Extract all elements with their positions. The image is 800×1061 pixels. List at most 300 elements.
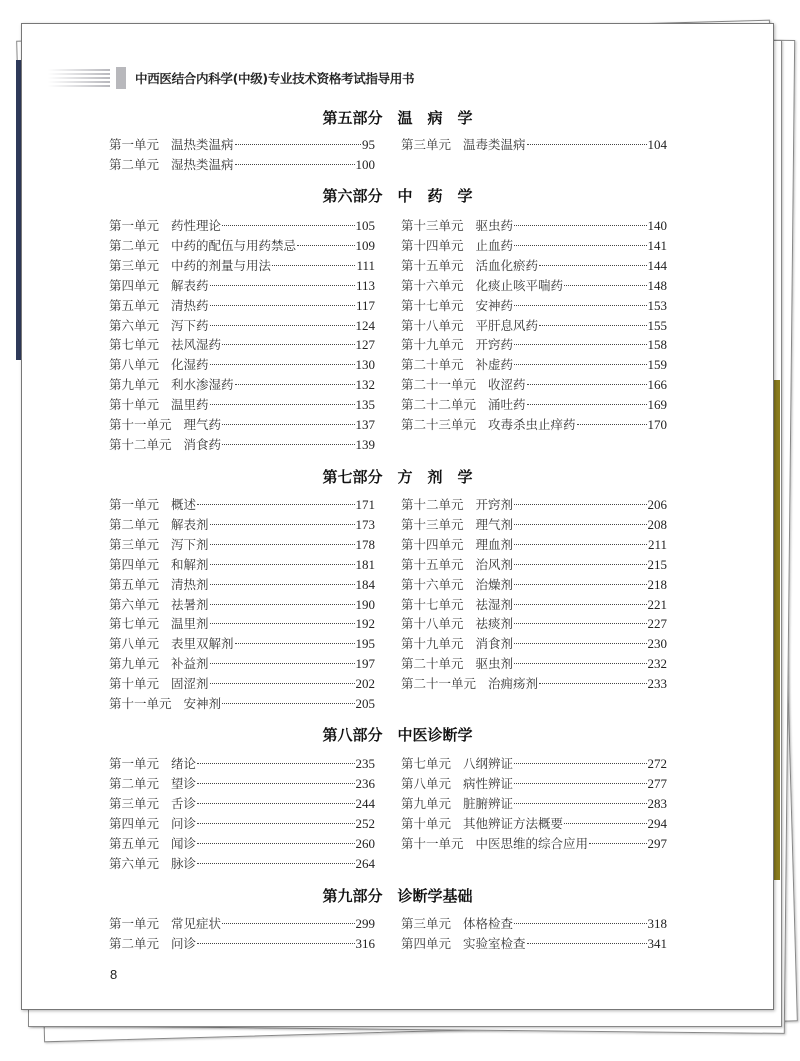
unit-label: 第四单元	[109, 815, 160, 831]
unit-label: 第十二单元	[401, 497, 464, 512]
toc-page	[21, 23, 774, 1010]
unit-label: 第十一单元	[109, 417, 172, 432]
entry-title: 脉诊	[171, 855, 197, 871]
entry-title: 化湿药	[171, 357, 209, 373]
unit-label: 第二单元	[109, 156, 160, 172]
entry-title: 八纲辨证	[463, 756, 514, 771]
running-header	[48, 67, 414, 89]
toc-entry[interactable]	[109, 694, 375, 712]
unit-label: 第四单元	[401, 935, 452, 951]
book-title: 中西医结合内科学(中级)专业技术资格考试指导用书	[135, 71, 415, 86]
page-ref: 148	[647, 277, 667, 293]
leader-dots	[514, 524, 646, 525]
entry-title: 安神剂	[183, 696, 222, 711]
page-ref: 95	[362, 137, 375, 152]
leader-dots	[235, 164, 355, 165]
leader-dots	[514, 923, 646, 924]
leader-dots	[514, 663, 646, 664]
page-ref: 260	[355, 835, 375, 851]
toc-entry[interactable]	[401, 395, 667, 413]
leader-dots	[197, 763, 354, 764]
page-ref: 104	[647, 137, 667, 152]
page-ref: 173	[355, 516, 375, 532]
entry-title: 祛暑剂	[171, 596, 209, 612]
unit-label: 第十四单元	[401, 237, 464, 253]
toc-entry[interactable]	[401, 375, 667, 393]
entry-title: 开窍药	[475, 337, 514, 353]
entry-title: 中医思维的综合应用	[475, 835, 589, 851]
page-ref: 111	[356, 257, 375, 273]
toc-entry[interactable]	[109, 555, 375, 573]
page-ref: 227	[647, 616, 667, 632]
page-ref: 299	[355, 916, 375, 931]
page-ref: 192	[355, 616, 375, 632]
leader-dots	[197, 943, 354, 944]
unit-label: 第十三单元	[401, 218, 464, 233]
leader-dots	[235, 144, 361, 145]
unit-label: 第五单元	[109, 835, 160, 851]
toc-entry[interactable]	[109, 316, 375, 334]
leader-dots	[197, 504, 354, 505]
leader-dots	[222, 703, 354, 704]
leader-dots	[210, 544, 355, 545]
leader-dots	[514, 245, 646, 246]
entry-title: 药性理论	[171, 218, 222, 233]
leader-dots	[514, 564, 646, 565]
unit-label: 第十一单元	[109, 696, 172, 711]
page-ref: 215	[647, 556, 667, 572]
unit-label: 第五单元	[109, 297, 160, 313]
page-ref: 205	[355, 696, 375, 711]
page-ref: 235	[355, 756, 375, 771]
page-ref: 283	[647, 795, 667, 811]
page-ref: 153	[647, 297, 667, 313]
unit-label: 第二十三单元	[401, 417, 477, 432]
unit-label: 第七单元	[109, 337, 160, 353]
section-title: 第五部分 温 病 学	[322, 109, 473, 127]
section-title: 第六部分 中 药 学	[322, 187, 473, 205]
toc-entry[interactable]	[109, 155, 375, 173]
unit-label: 第二单元	[109, 935, 160, 951]
page-ref: 232	[647, 656, 667, 672]
entry-title: 涌吐药	[488, 397, 526, 413]
entry-title: 理气药	[183, 417, 222, 432]
entry-title: 温热类温病	[171, 137, 234, 152]
page-ref: 100	[355, 156, 375, 172]
entry-title: 收涩药	[488, 377, 526, 393]
toc-entry[interactable]	[401, 535, 667, 553]
toc-entry[interactable]	[109, 674, 375, 692]
page-ref: 316	[355, 935, 375, 951]
page-ref: 139	[355, 436, 375, 452]
toc-entry[interactable]	[109, 814, 375, 832]
unit-label: 第五单元	[109, 576, 160, 592]
page-ref: 158	[647, 337, 667, 353]
toc-entry[interactable]	[401, 276, 667, 294]
entry-title: 补虚药	[475, 357, 514, 373]
entry-title: 固涩剂	[171, 676, 209, 692]
unit-label: 第一单元	[109, 218, 160, 233]
toc-entry[interactable]	[109, 614, 375, 632]
leader-dots	[197, 863, 354, 864]
leader-dots	[297, 245, 354, 246]
unit-label: 第二十单元	[401, 357, 464, 373]
toc-entry[interactable]	[109, 375, 375, 393]
toc-entry[interactable]	[109, 335, 375, 353]
unit-label: 第一单元	[109, 137, 160, 152]
unit-label: 第四单元	[109, 556, 160, 572]
page-ref: 202	[355, 676, 375, 692]
page-ref: 170	[647, 417, 667, 432]
unit-label: 第十七单元	[401, 596, 464, 612]
unit-label: 第十单元	[109, 397, 160, 413]
entry-title: 止血药	[475, 237, 514, 253]
leader-dots	[210, 683, 355, 684]
unit-label: 第十三单元	[401, 516, 464, 532]
toc-entry[interactable]	[401, 834, 667, 852]
toc-entry[interactable]	[401, 316, 667, 334]
toc-entry[interactable]	[109, 634, 375, 652]
leader-dots	[222, 923, 354, 924]
toc-entry[interactable]	[109, 654, 375, 672]
leader-dots	[210, 524, 355, 525]
unit-label: 第三单元	[401, 137, 452, 152]
page-ref: 124	[355, 317, 375, 333]
entry-title: 中药的剂量与用法	[171, 257, 272, 273]
toc-entry[interactable]	[109, 216, 375, 234]
toc-entry[interactable]	[401, 814, 667, 832]
entry-title: 和解剂	[171, 556, 209, 572]
unit-label: 第三单元	[401, 916, 452, 931]
unit-label: 第二单元	[109, 237, 160, 253]
toc-entry[interactable]	[401, 614, 667, 632]
unit-label: 第八单元	[109, 357, 160, 373]
unit-label: 第十单元	[109, 676, 160, 692]
unit-label: 第二十单元	[401, 656, 464, 672]
leader-dots	[210, 564, 355, 565]
toc-entry[interactable]	[401, 575, 667, 593]
leader-dots	[539, 265, 646, 266]
page-ref: 159	[647, 357, 667, 373]
entry-title: 平肝息风药	[475, 317, 539, 333]
page-ref: 272	[647, 756, 667, 771]
page-ref: 294	[647, 815, 667, 831]
page-ref: 208	[647, 516, 667, 532]
toc-entry[interactable]	[109, 854, 375, 872]
entry-title: 泻下剂	[171, 536, 209, 552]
toc-entry[interactable]	[109, 914, 375, 932]
entry-title: 利水渗湿药	[171, 377, 234, 393]
toc-entry[interactable]	[401, 296, 667, 314]
unit-label: 第四单元	[109, 277, 160, 293]
leader-dots	[527, 384, 647, 385]
entry-title: 闻诊	[171, 835, 197, 851]
toc-entry[interactable]	[109, 934, 375, 952]
page-ref: 141	[647, 237, 667, 253]
toc-entry[interactable]	[401, 754, 667, 772]
leader-dots	[235, 384, 355, 385]
leader-dots	[210, 285, 355, 286]
toc-entry[interactable]	[401, 515, 667, 533]
toc-entry[interactable]	[109, 236, 375, 254]
leader-dots	[564, 285, 646, 286]
entry-title: 清热药	[171, 297, 209, 313]
leader-dots	[210, 404, 355, 405]
leader-dots	[514, 604, 646, 605]
toc-entry[interactable]	[109, 415, 375, 433]
unit-label: 第八单元	[109, 636, 160, 652]
page-ref: 135	[355, 397, 375, 413]
leader-dots	[514, 305, 646, 306]
toc-entry[interactable]	[109, 834, 375, 852]
entry-title: 治燥剂	[475, 576, 514, 592]
leader-dots	[514, 623, 646, 624]
unit-label: 第十六单元	[401, 277, 464, 293]
toc-entry[interactable]	[401, 634, 667, 652]
entry-title: 问诊	[171, 815, 197, 831]
page-ref: 144	[647, 257, 667, 273]
toc-entry[interactable]	[109, 575, 375, 593]
page-ref: 341	[647, 935, 667, 951]
unit-label: 第二十一单元	[401, 377, 477, 393]
page-ref: 190	[355, 596, 375, 612]
toc-entry[interactable]	[109, 774, 375, 792]
page-ref: 127	[355, 337, 375, 353]
unit-label: 第六单元	[109, 317, 160, 333]
toc-entry[interactable]	[109, 435, 375, 453]
toc-entry[interactable]	[109, 754, 375, 772]
toc-entry[interactable]	[109, 296, 375, 314]
unit-label: 第二单元	[109, 775, 160, 791]
page-ref: 178	[355, 536, 375, 552]
page-ref: 195	[355, 636, 375, 652]
toc-entry[interactable]	[401, 236, 667, 254]
unit-label: 第十四单元	[401, 536, 464, 552]
leader-dots	[514, 364, 646, 365]
page-ref: 206	[647, 497, 667, 512]
leader-dots	[210, 584, 355, 585]
toc-entry[interactable]	[401, 335, 667, 353]
unit-label: 第十八单元	[401, 616, 464, 632]
leader-dots	[527, 144, 647, 145]
entry-title: 脏腑辨证	[463, 795, 514, 811]
entry-title: 解表药	[171, 277, 209, 293]
toc-entry[interactable]	[401, 674, 667, 692]
leader-dots	[197, 803, 354, 804]
unit-label: 第十六单元	[401, 576, 464, 592]
entry-title: 祛湿剂	[475, 596, 514, 612]
unit-label: 第三单元	[109, 795, 160, 811]
unit-label: 第十五单元	[401, 257, 464, 273]
leader-dots	[564, 823, 646, 824]
toc-entry[interactable]	[109, 495, 375, 513]
entry-title: 祛风湿药	[171, 337, 222, 353]
unit-label: 第一单元	[109, 756, 160, 771]
unit-label: 第九单元	[109, 656, 160, 672]
leader-dots	[235, 643, 355, 644]
leader-dots	[539, 325, 646, 326]
page-edge-stripe	[774, 380, 780, 880]
entry-title: 常见症状	[171, 916, 222, 931]
leader-dots	[514, 344, 646, 345]
page-ref: 244	[355, 795, 375, 811]
entry-title: 理气剂	[475, 516, 514, 532]
toc-entry[interactable]	[109, 535, 375, 553]
page-ref: 318	[647, 916, 667, 931]
leader-dots	[514, 504, 646, 505]
leader-dots	[197, 783, 354, 784]
page-ref: 137	[355, 417, 375, 432]
entry-title: 温毒类温病	[463, 137, 526, 152]
page-ref: 169	[647, 397, 667, 413]
toc-entry[interactable]	[109, 395, 375, 413]
page-ref: 221	[647, 596, 667, 612]
page-ref: 166	[647, 377, 667, 393]
entry-title: 化痰止咳平喘药	[475, 277, 564, 293]
page-ref: 211	[647, 536, 667, 552]
page-ref: 230	[647, 636, 667, 652]
leader-dots	[210, 604, 355, 605]
toc-entry[interactable]	[109, 135, 375, 153]
entry-title: 体格检查	[463, 916, 514, 931]
header-decoration-bar	[116, 67, 126, 89]
entry-title: 治风剂	[475, 556, 514, 572]
unit-label: 第二单元	[109, 516, 160, 532]
leader-dots	[210, 325, 355, 326]
entry-title: 驱虫药	[475, 218, 514, 233]
page-ref: 171	[355, 497, 375, 512]
unit-label: 第一单元	[109, 916, 160, 931]
unit-label: 第七单元	[109, 616, 160, 632]
section-title: 第七部分 方 剂 学	[322, 468, 473, 486]
toc-entry[interactable]	[401, 355, 667, 373]
entry-title: 中药的配伍与用药禁忌	[171, 237, 297, 253]
entry-title: 治痈疡剂	[488, 676, 539, 692]
page-ref: 140	[647, 218, 667, 233]
toc-entry[interactable]	[109, 355, 375, 373]
unit-label: 第十七单元	[401, 297, 464, 313]
unit-label: 第十单元	[401, 815, 452, 831]
toc-entry[interactable]	[401, 794, 667, 812]
entry-title: 理血剂	[475, 536, 514, 552]
entry-title: 病性辨证	[463, 775, 514, 791]
unit-label: 第十九单元	[401, 636, 464, 652]
entry-title: 消食剂	[475, 636, 514, 652]
page-ref: 218	[647, 576, 667, 592]
leader-dots	[527, 943, 647, 944]
toc-entry[interactable]	[109, 794, 375, 812]
entry-title: 补益剂	[171, 656, 209, 672]
toc-entry[interactable]	[401, 914, 667, 932]
leader-dots	[514, 803, 646, 804]
entry-title: 表里双解剂	[171, 636, 234, 652]
unit-label: 第十二单元	[109, 436, 172, 452]
toc-entry[interactable]	[401, 654, 667, 672]
unit-label: 第一单元	[109, 497, 160, 512]
toc-entry[interactable]	[109, 515, 375, 533]
entry-title: 开窍剂	[475, 497, 514, 512]
toc-entry[interactable]	[401, 135, 667, 153]
unit-label: 第九单元	[401, 795, 452, 811]
leader-dots	[514, 225, 646, 226]
entry-title: 舌诊	[171, 795, 197, 811]
entry-title: 实验室检查	[463, 935, 526, 951]
leader-dots	[514, 544, 647, 545]
toc-entry[interactable]	[401, 415, 667, 433]
entry-title: 驱虫剂	[475, 656, 514, 672]
entry-title: 绪论	[171, 756, 197, 771]
entry-title: 其他辨证方法概要	[463, 815, 564, 831]
unit-label: 第十八单元	[401, 317, 464, 333]
unit-label: 第三单元	[109, 257, 160, 273]
page-ref: 264	[355, 855, 375, 871]
header-decoration-lines	[48, 67, 110, 89]
toc-entry[interactable]	[401, 216, 667, 234]
unit-label: 第二十一单元	[401, 676, 477, 692]
unit-label: 第八单元	[401, 775, 452, 791]
entry-title: 安神药	[475, 297, 514, 313]
entry-title: 温里药	[171, 397, 209, 413]
unit-label: 第六单元	[109, 855, 160, 871]
toc-entry[interactable]	[401, 555, 667, 573]
page-ref: 117	[355, 297, 375, 313]
page-ref: 132	[355, 377, 375, 393]
entry-title: 问诊	[171, 935, 197, 951]
leader-dots	[527, 404, 647, 405]
leader-dots	[210, 663, 355, 664]
page-ref: 105	[355, 218, 375, 233]
unit-label: 第十九单元	[401, 337, 464, 353]
toc-entry[interactable]	[401, 934, 667, 952]
leader-dots	[577, 424, 647, 425]
entry-title: 解表剂	[171, 516, 209, 532]
toc-entry[interactable]	[401, 495, 667, 513]
page-ref: 233	[647, 676, 667, 692]
page-ref: 184	[355, 576, 375, 592]
leader-dots	[222, 444, 354, 445]
page-ref: 197	[355, 656, 375, 672]
page-number: 8	[110, 967, 118, 982]
toc-entry[interactable]	[109, 256, 375, 274]
entry-title: 湿热类温病	[171, 156, 234, 172]
page-ref: 277	[647, 775, 667, 791]
entry-title: 概述	[171, 497, 197, 512]
leader-dots	[514, 643, 646, 644]
entry-title: 清热剂	[171, 576, 209, 592]
leader-dots	[589, 843, 646, 844]
unit-label: 第三单元	[109, 536, 160, 552]
toc-entry[interactable]	[109, 595, 375, 613]
unit-label: 第二十二单元	[401, 397, 477, 413]
toc-entry[interactable]	[109, 276, 375, 294]
leader-dots	[514, 783, 646, 784]
page-ref: 252	[355, 815, 375, 831]
section-title: 第九部分 诊断学基础	[322, 887, 473, 905]
leader-dots	[210, 305, 355, 306]
leader-dots	[514, 763, 646, 764]
unit-label: 第七单元	[401, 756, 452, 771]
entry-title: 温里剂	[171, 616, 209, 632]
leader-dots	[539, 683, 646, 684]
leader-dots	[514, 584, 646, 585]
leader-dots	[222, 424, 354, 425]
toc-entry[interactable]	[401, 595, 667, 613]
unit-label: 第十一单元	[401, 835, 464, 851]
page-ref: 155	[647, 317, 667, 333]
leader-dots	[210, 364, 355, 365]
toc-entry[interactable]	[401, 256, 667, 274]
toc-entry[interactable]	[401, 774, 667, 792]
